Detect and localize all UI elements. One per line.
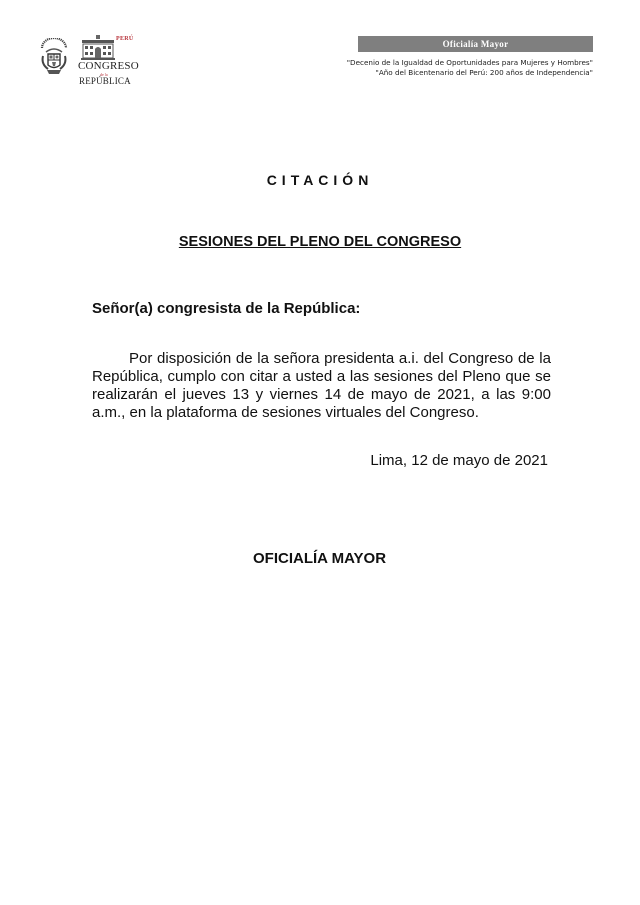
citation-body: Por disposición de la señora presidenta a.i. del Congreso de la República, cumplo con citar a usted a las sesiones del Pleno que se realizarán el jueves 13 y viernes 14 de mayo de 2021, a las 9:00 a.m., en la plataforma de sesiones virtuales del Congreso. [92, 350, 551, 421]
peru-coat-of-arms-icon [38, 38, 70, 82]
congreso-name: CONGRESO [78, 60, 139, 72]
motto-decenio: "Decenio de la Igualdad de Oportunidades para Mujeres y Hombres" [346, 58, 593, 67]
congreso-connector: de la [100, 72, 108, 77]
official-mottos [340, 58, 593, 78]
peru-label: PERÚ [116, 36, 134, 42]
congress-building-icon [80, 34, 116, 60]
salutation: Señor(a) congresista de la República: [92, 300, 361, 317]
document-title: CITACIÓN [266, 172, 374, 188]
congreso-logo [78, 34, 139, 88]
document-date: Lima, 12 de mayo de 2021 [370, 452, 548, 469]
signature: OFICIALÍA MAYOR [253, 550, 387, 567]
office-header-bar: Oficialía Mayor [358, 36, 593, 52]
document-subtitle: SESIONES DEL PLENO DEL CONGRESO [178, 234, 462, 250]
republica-name: REPÚBLICA [79, 76, 131, 86]
motto-bicentenario: "Año del Bicentenario del Perú: 200 años de Independencia" [375, 68, 593, 77]
